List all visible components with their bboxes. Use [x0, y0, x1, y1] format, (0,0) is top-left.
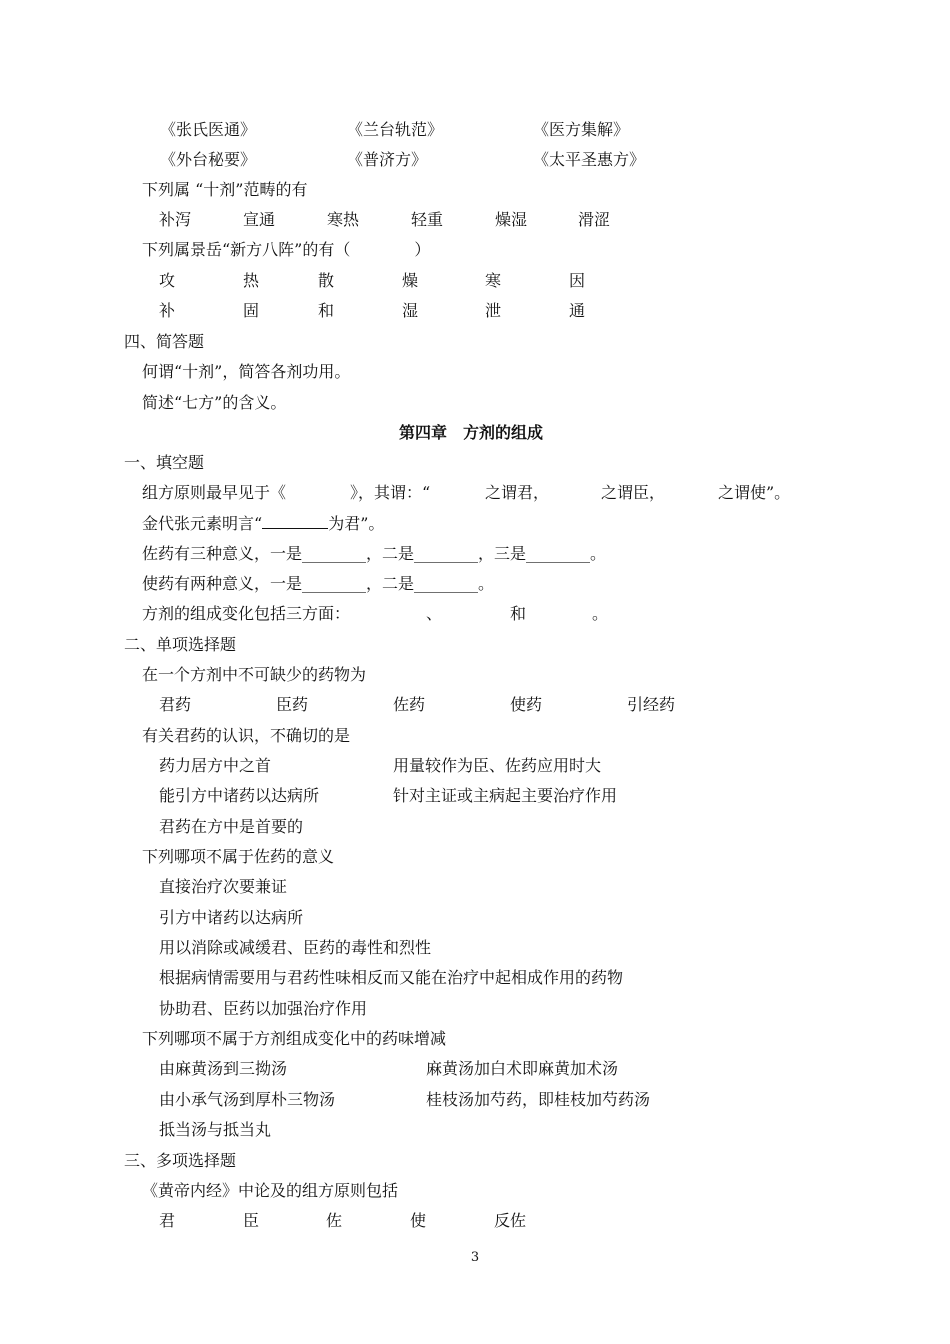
text-line: 直接治疗次要兼证 — [159, 877, 288, 896]
text-line: 佐药 — [393, 695, 426, 714]
text-line: 寒热 — [327, 210, 360, 229]
text-line: 和 — [510, 604, 527, 623]
text-line: 、 — [426, 604, 443, 623]
chapter-title: 第四章 方剂的组成 — [399, 423, 544, 442]
text-line: 湿 — [402, 301, 419, 320]
text-line: 引经药 — [627, 695, 676, 714]
text-line: 因 — [569, 271, 586, 290]
text-line: 下列哪项不属于佐药的意义 — [142, 847, 335, 866]
text-line: 君药在方中是首要的 — [159, 817, 304, 836]
text-line: 用以消除或减缓君、臣药的毒性和烈性 — [159, 938, 432, 957]
text-line: 臣 — [243, 1211, 260, 1230]
text-line: 一、填空题 — [124, 453, 205, 472]
text-line: 。 — [592, 604, 609, 623]
text-line: 《外台秘要》 — [160, 150, 257, 169]
text-line: 二、单项选择题 — [124, 635, 237, 654]
text-line: 佐药有三种意义，一是________，二是________，三是________。 — [142, 544, 607, 563]
line-suffix: 为君”。 — [328, 514, 385, 533]
text-line: 轻重 — [411, 210, 444, 229]
text-line: 补 — [159, 301, 176, 320]
text-line: 补泻 — [159, 210, 192, 229]
text-line: 滑涩 — [578, 210, 611, 229]
text-line: 热 — [243, 271, 260, 290]
text-line: 《兰台轨范》 — [347, 120, 444, 139]
text-line: 在一个方剂中不可缺少的药物为 — [142, 665, 367, 684]
text-line: 散 — [318, 271, 335, 290]
text-line: 反佐 — [494, 1211, 527, 1230]
text-line: 组方原则最早见于《 》，其谓：“ — [142, 483, 431, 502]
text-line: 能引方中诸药以达病所 — [159, 786, 320, 805]
text-line: 攻 — [159, 271, 176, 290]
line-prefix: 金代张元素明言“ — [142, 514, 263, 533]
page-number: 3 — [470, 1250, 480, 1265]
text-line: 下列属景岳“新方八阵”的有（ ） — [142, 240, 431, 259]
text-line: 燥 — [402, 271, 419, 290]
text-line: 宣通 — [243, 210, 276, 229]
text-line: 和 — [318, 301, 335, 320]
text-line: 臣药 — [276, 695, 309, 714]
text-line: 由麻黄汤到三拗汤 — [159, 1059, 288, 1078]
text-line: 《黄帝内经》中论及的组方原则包括 — [142, 1181, 399, 1200]
text-line: 协助君、臣药以加强治疗作用 — [159, 999, 368, 1018]
text-line: 抵当汤与抵当丸 — [159, 1120, 272, 1139]
text-line: 《太平圣惠方》 — [533, 150, 646, 169]
text-line: 根据病情需要用与君药性味相反而又能在治疗中起相成作用的药物 — [159, 968, 624, 987]
text-line: 下列哪项不属于方剂组成变化中的药味增减 — [142, 1029, 447, 1048]
text-line: 方剂的组成变化包括三方面： — [142, 604, 351, 623]
fill-blank-zhang-yuansu — [142, 513, 384, 534]
text-line: 四、简答题 — [124, 332, 205, 351]
text-line: 君药 — [159, 695, 192, 714]
text-line: 《张氏医通》 — [160, 120, 257, 139]
text-line: 泄 — [485, 301, 502, 320]
text-line: 佐 — [326, 1211, 343, 1230]
text-line: 使 — [410, 1211, 427, 1230]
text-line: 何谓“十剂”，简答各剂功用。 — [142, 362, 351, 381]
text-line: 之谓使”。 — [718, 483, 791, 502]
blank-line — [262, 513, 328, 529]
text-line: 使药 — [510, 695, 543, 714]
text-line: 药力居方中之首 — [159, 756, 272, 775]
text-line: 麻黄汤加白术即麻黄加术汤 — [426, 1059, 619, 1078]
text-line: 之谓君， — [485, 483, 550, 502]
text-line: 桂枝汤加芍药，即桂枝加芍药汤 — [426, 1090, 651, 1109]
text-line: 固 — [243, 301, 260, 320]
text-line: 寒 — [485, 271, 502, 290]
text-line: 引方中诸药以达病所 — [159, 908, 304, 927]
text-line: 《普济方》 — [347, 150, 428, 169]
text-line: 有关君药的认识，不确切的是 — [142, 726, 351, 745]
text-line: 用量较作为臣、佐药应用时大 — [393, 756, 602, 775]
text-line: 针对主证或主病起主要治疗作用 — [393, 786, 618, 805]
text-line: 通 — [569, 301, 586, 320]
text-line: 简述“七方”的含义。 — [142, 393, 287, 412]
text-line: 由小承气汤到厚朴三物汤 — [159, 1090, 336, 1109]
text-line: 君 — [159, 1211, 176, 1230]
text-line: 燥湿 — [495, 210, 528, 229]
text-line: 《医方集解》 — [533, 120, 630, 139]
text-line: 使药有两种意义，一是________，二是________。 — [142, 574, 495, 593]
text-line: 下列属 “十剂”范畴的有 — [142, 180, 308, 199]
text-line: 之谓臣， — [601, 483, 666, 502]
text-line: 三、多项选择题 — [124, 1151, 237, 1170]
